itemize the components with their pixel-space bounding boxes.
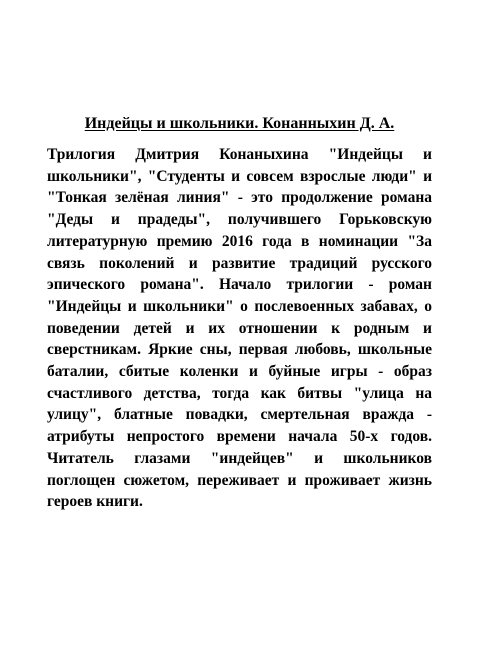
document-page: [47, 112, 432, 513]
document-description: Трилогия Дмитрия Конаныхина "Индейцы и школьники", "Студенты и совсем взрослые люди" и "Тонкая зелёная линия" - это продолжение романа "Деды и прадеды", получившего Горьковскую литературную премию 2016 года в номинации "За связь поколений и развитие традиций русского эпического романа". Начало трилогии - роман "Индейцы и школьники" о послевоенных забавах, о поведении детей и их отношении к родным и сверстникам. Яркие сны, первая любовь, школьные баталии, сбитые коленки и буйные игры - образ счастливого детства, тогда как битвы "улица на улицу", блатные повадки, смертельная вражда - атрибуты непростого времени начала 50-х годов. Читатель глазами "индейцев" и школьников поглощен сюжетом, переживает и проживает жизнь героев книги.: [47, 146, 432, 511]
document-title: Индейцы и школьники. Конанныхин Д. А.: [84, 115, 395, 132]
